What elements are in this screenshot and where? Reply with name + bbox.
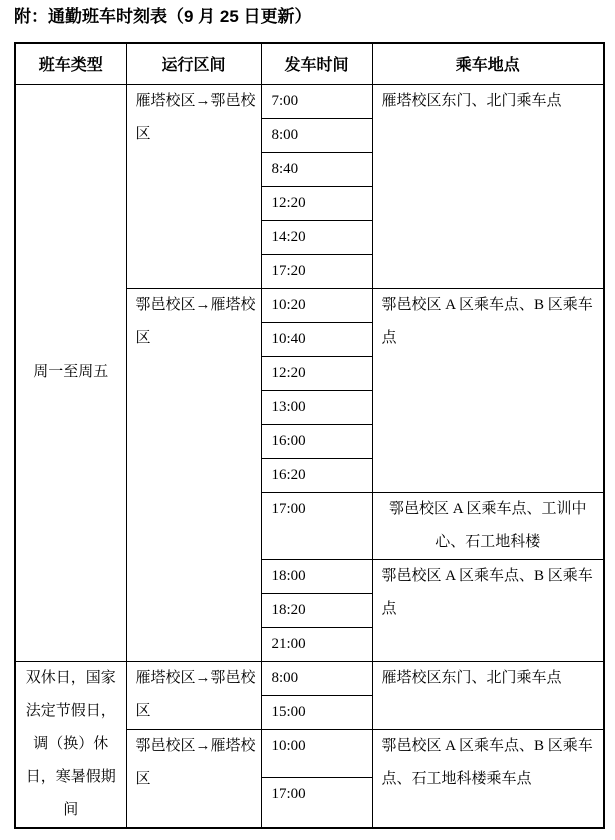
location-cell: 鄠邑校区 A 区乘车点、B 区乘车点 [372, 288, 604, 492]
route-cell: 鄠邑校区→雁塔校区 [126, 729, 261, 828]
location-cell: 鄠邑校区 A 区乘车点、工训中心、石工地科楼 [372, 492, 604, 559]
header-boarding-location: 乘车地点 [372, 43, 604, 84]
time-cell: 18:00 [261, 559, 372, 593]
time-cell: 12:20 [261, 186, 372, 220]
time-cell: 17:00 [261, 778, 372, 828]
time-cell: 10:20 [261, 288, 372, 322]
bus-type-cell: 周一至周五 [15, 84, 126, 661]
time-cell: 10:00 [261, 729, 372, 778]
header-departure-time: 发车时间 [261, 43, 372, 84]
time-cell: 21:00 [261, 627, 372, 661]
time-cell: 16:20 [261, 458, 372, 492]
time-cell: 17:00 [261, 492, 372, 559]
time-cell: 17:20 [261, 254, 372, 288]
location-cell: 雁塔校区东门、北门乘车点 [372, 84, 604, 288]
header-route: 运行区间 [126, 43, 261, 84]
time-cell: 13:00 [261, 390, 372, 424]
route-cell: 鄠邑校区→雁塔校区 [126, 288, 261, 661]
time-cell: 8:00 [261, 118, 372, 152]
header-bus-type: 班车类型 [15, 43, 126, 84]
time-cell: 14:20 [261, 220, 372, 254]
location-cell: 鄠邑校区 A 区乘车点、B 区乘车点 [372, 559, 604, 661]
schedule-row [15, 84, 604, 118]
schedule-row [15, 661, 604, 695]
route-cell: 雁塔校区→鄠邑校区 [126, 661, 261, 729]
time-cell: 15:00 [261, 695, 372, 729]
bus-type-cell: 双休日，国家法定节假日，调（换）休日，寒暑假期间 [15, 661, 126, 828]
table-body [15, 84, 604, 828]
location-cell: 雁塔校区东门、北门乘车点 [372, 661, 604, 729]
time-cell: 7:00 [261, 84, 372, 118]
bus-schedule-table [14, 42, 605, 829]
time-cell: 8:00 [261, 661, 372, 695]
time-cell: 10:40 [261, 322, 372, 356]
time-cell: 18:20 [261, 593, 372, 627]
time-cell: 8:40 [261, 152, 372, 186]
location-cell: 鄠邑校区 A 区乘车点、B 区乘车点、石工地科楼乘车点 [372, 729, 604, 828]
page-title: 附：通勤班车时刻表（9 月 25 日更新） [14, 7, 312, 26]
route-cell: 雁塔校区→鄠邑校区 [126, 84, 261, 288]
time-cell: 12:20 [261, 356, 372, 390]
time-cell: 16:00 [261, 424, 372, 458]
table-header-row [15, 43, 604, 84]
